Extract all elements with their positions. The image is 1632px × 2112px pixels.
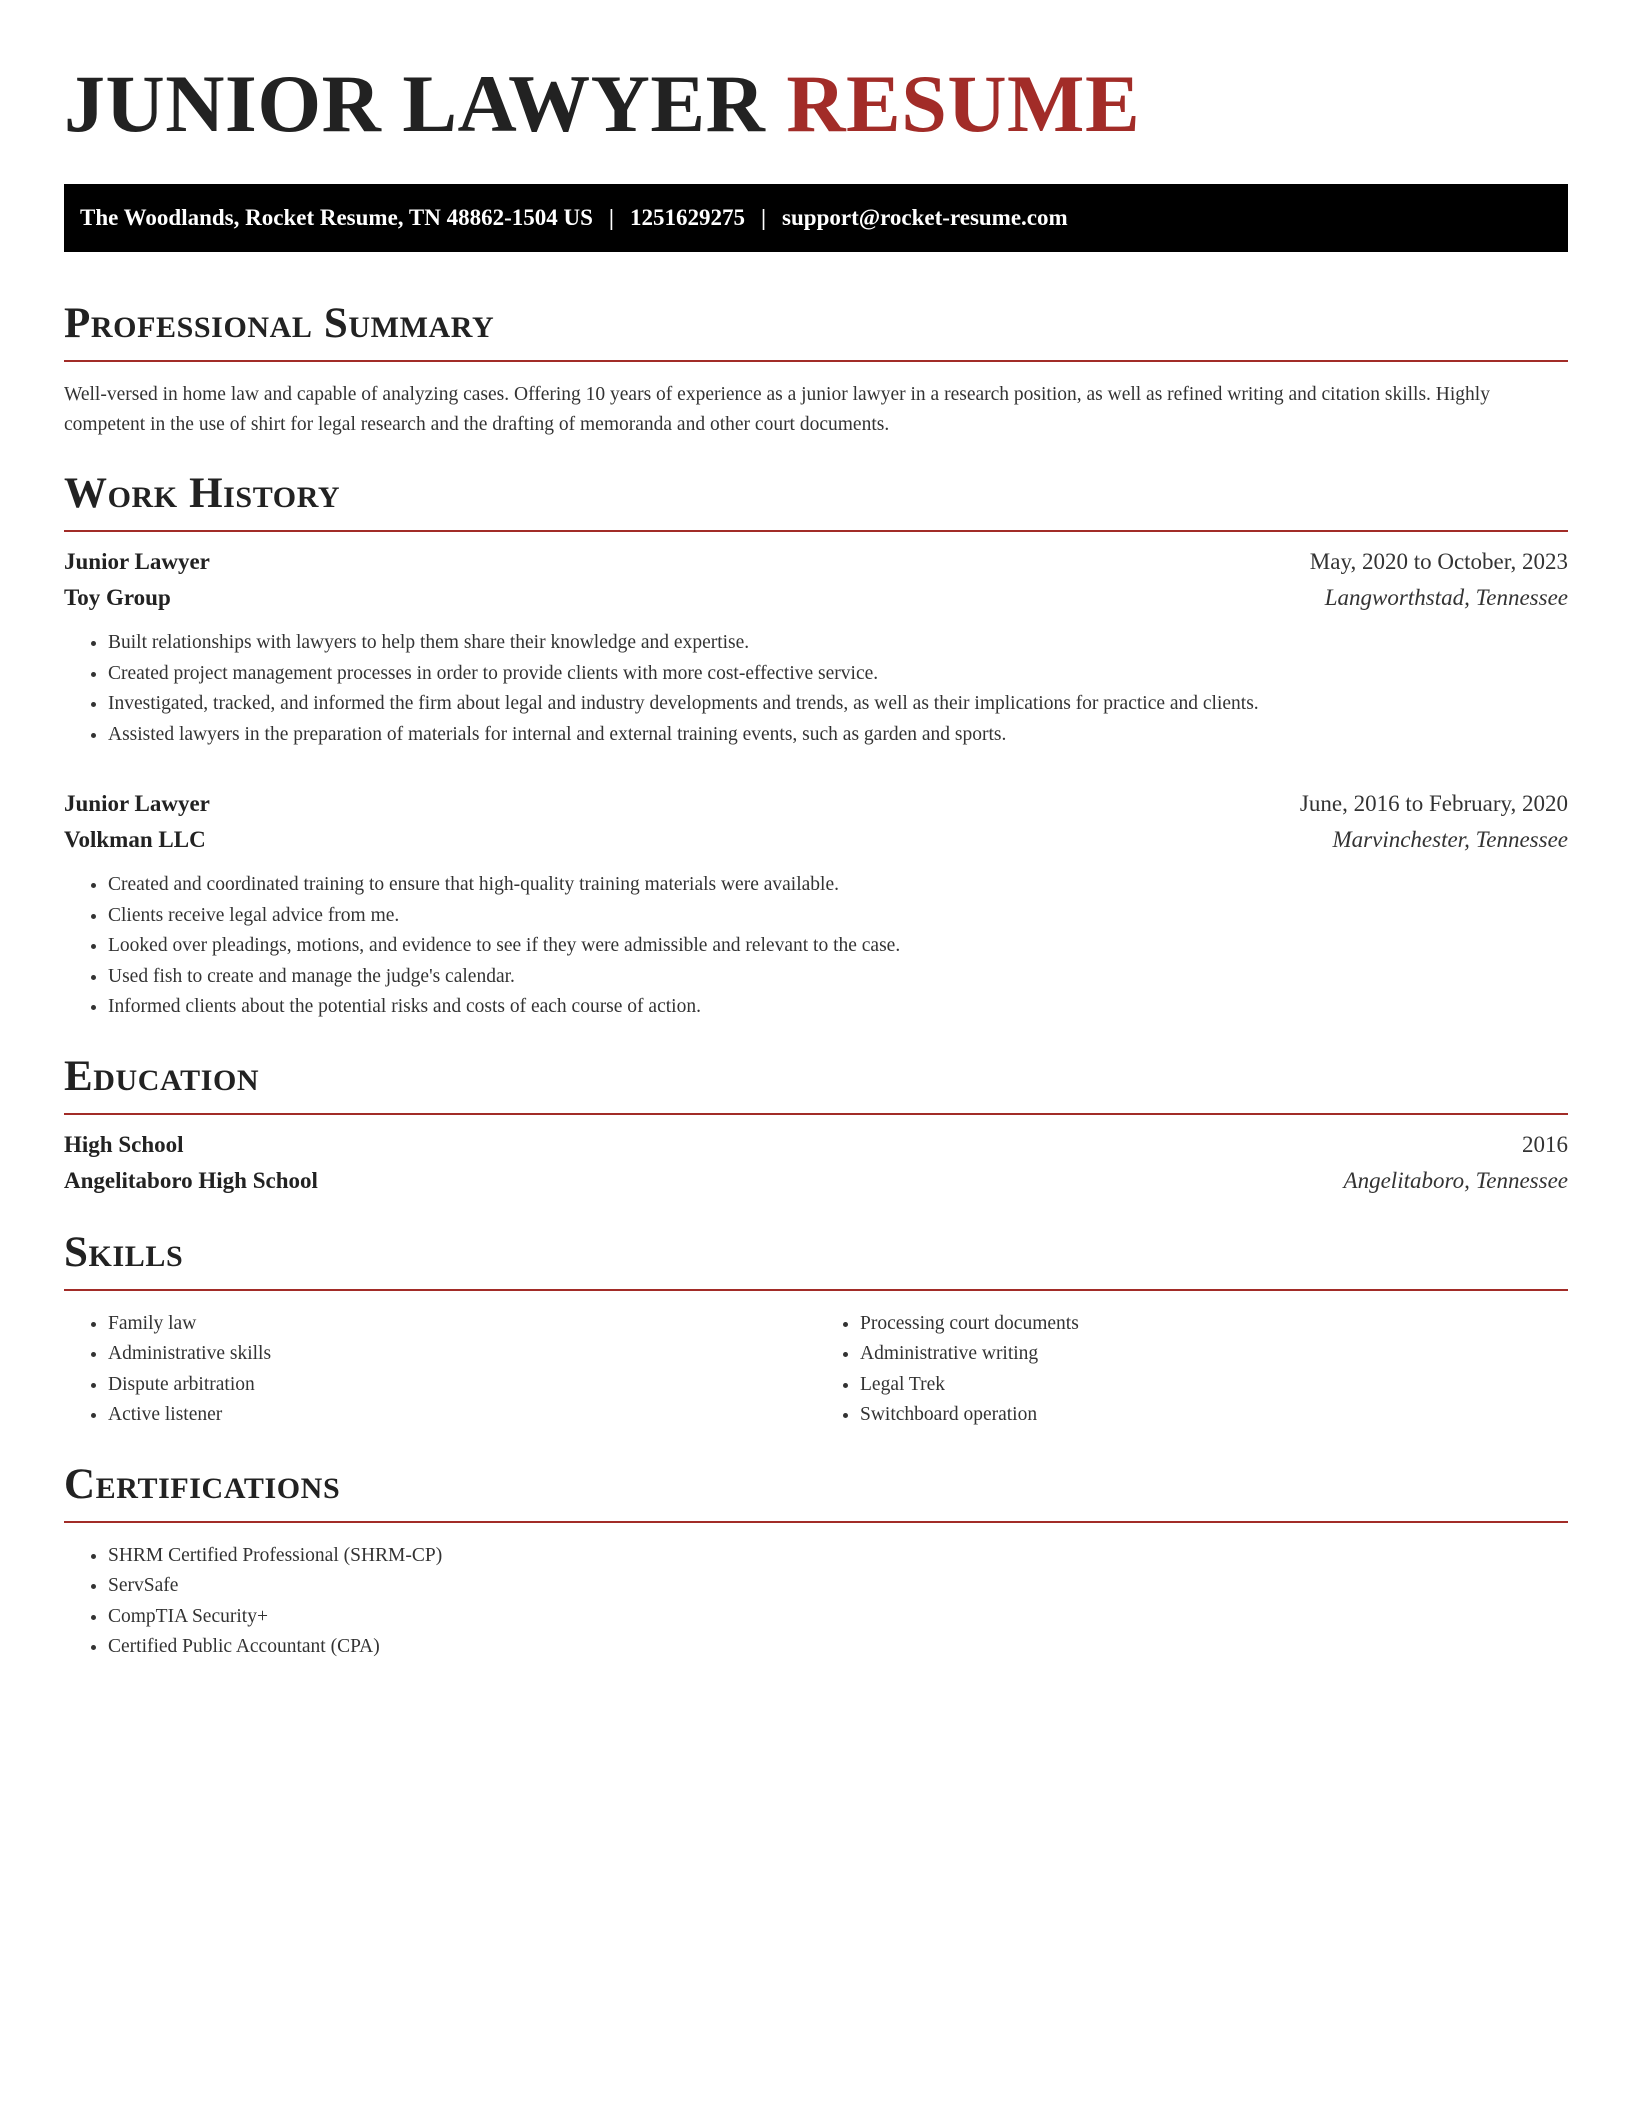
summary-text: Well-versed in home law and capable of analyzing cases. Offering 10 years of experience as a junior lawyer in a research position, as well as refined writing and citation skills. Highly competent in the use of shirt for legal research and the drafting of memoranda and other court documents. [64,384,1490,435]
job-location: Marvinchester, Tennessee [1332,827,1568,852]
skills-list-left [64,1309,816,1431]
certifications-list [64,1541,1568,1663]
contact-separator: | [760,205,767,230]
education-school: Angelitaboro High School [64,1167,318,1193]
section-divider [64,360,1568,362]
list-item: • Built relationships with lawyers to help them share their knowledge and expertise. [108,628,1568,659]
list-item: • Legal Trek [860,1370,1568,1401]
education-section [64,1051,1568,1199]
skills-grid [64,1309,1568,1431]
education-heading: Education [64,1052,260,1100]
job-dates: June, 2016 to February, 2020 [1299,791,1568,816]
resume-title [64,60,1568,148]
job-header-row [64,786,1568,822]
contact-email: support@rocket-resume.com [782,205,1068,230]
list-item: • Investigated, tracked, and informed the firm about legal and industry developments and trends, as well as their implications for practice and clients. [108,689,1568,720]
education-degree: High School [64,1131,184,1157]
job-entry [64,786,1568,1023]
list-item: • Created project management processes in order to provide clients with more cost-effective service. [108,659,1568,690]
job-entry [64,544,1568,750]
list-item: • Administrative skills [108,1339,816,1370]
work-history-section [64,468,1568,1023]
title-main: JUNIOR LAWYER [64,58,766,149]
section-divider [64,1289,1568,1291]
section-divider [64,530,1568,532]
job-location: Langworthstad, Tennessee [1324,585,1568,610]
work-history-heading: Work History [64,470,341,517]
education-location: Angelitaboro, Tennessee [1343,1167,1568,1193]
job-company: Volkman LLC [64,827,206,852]
education-entry [64,1127,1568,1199]
job-company: Toy Group [64,585,171,610]
summary-section [64,298,1568,440]
list-item: • Administrative writing [860,1339,1568,1370]
skills-heading: Skills [64,1228,184,1276]
list-item: • SHRM Certified Professional (SHRM-CP) [108,1541,1568,1572]
list-item: • Processing court documents [860,1309,1568,1340]
certifications-heading: Certifications [64,1460,341,1508]
contact-address: The Woodlands, Rocket Resume, TN 48862-1504 US [80,205,593,230]
skills-section [64,1227,1568,1431]
job-dates: May, 2020 to October, 2023 [1309,549,1568,574]
job-company-row [64,580,1568,616]
list-item: • Looked over pleadings, motions, and evidence to see if they were admissible and relevant to the case. [108,931,1568,962]
section-divider [64,1113,1568,1115]
contact-separator: | [608,205,614,230]
list-item: • Certified Public Accountant (CPA) [108,1632,1568,1663]
job-header-row [64,544,1568,580]
list-item: • Switchboard operation [860,1400,1568,1431]
section-divider [64,1521,1568,1523]
education-school-row [64,1163,1568,1199]
job-title: Junior Lawyer [64,791,210,816]
list-item: • Dispute arbitration [108,1370,816,1401]
contact-bar [64,184,1568,252]
list-item: • Informed clients about the potential risks and costs of each course of action. [108,992,1568,1023]
contact-phone: 1251629275 [629,205,745,230]
skills-list-right [816,1309,1568,1431]
title-accent: RESUME [786,58,1141,149]
list-item: • Assisted lawyers in the preparation of materials for internal and external training events, such as garden and sports. [108,720,1568,751]
job-company-row [64,822,1568,858]
job-duties-list [64,628,1568,750]
job-duties-list [64,870,1568,1023]
list-item: • Created and coordinated training to ensure that high-quality training materials were available. [108,870,1568,901]
list-item: • Clients receive legal advice from me. [108,901,1568,932]
job-title: Junior Lawyer [64,549,210,574]
list-item: • Used fish to create and manage the judge's calendar. [108,962,1568,993]
certifications-section [64,1459,1568,1663]
list-item: • ServSafe [108,1571,1568,1602]
education-year: 2016 [1522,1131,1568,1157]
list-item: • Family law [108,1309,816,1340]
list-item: • Active listener [108,1400,816,1431]
list-item: • CompTIA Security+ [108,1602,1568,1633]
education-header-row [64,1127,1568,1163]
summary-heading: Professional Summary [64,300,495,347]
